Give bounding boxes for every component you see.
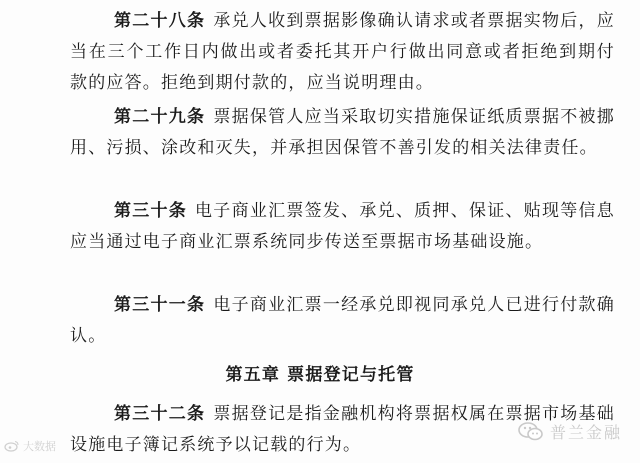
- article-29: [70, 102, 615, 164]
- wechat-icon: [518, 421, 544, 443]
- article-30: [70, 196, 615, 258]
- article-number: 第三十条: [114, 201, 188, 221]
- article-number: 第二十九条: [114, 107, 206, 127]
- chapter-heading: 第五章 票据登记与托管: [225, 365, 415, 385]
- article-text: 电子商业汇票一经承兑即视同承兑人已进行付款确认。: [70, 295, 615, 346]
- article-number: 第三十二条: [114, 404, 206, 424]
- watermark-right: [518, 420, 622, 443]
- weibo-icon: [4, 440, 20, 452]
- article-number: 第三十一条: [114, 295, 206, 315]
- article-31: [70, 290, 615, 352]
- watermark-left-text: 大数据: [23, 440, 56, 453]
- article-number: 第二十八条: [114, 11, 206, 31]
- watermark-left: [4, 438, 56, 454]
- article-text: 票据保管人应当采取切实措施保证纸质票据不被挪用、污损、涂改和灭失，并承担因保管不善引发的相关法律责任。: [70, 107, 615, 158]
- watermark-right-text: 普兰金融: [549, 423, 622, 442]
- article-text: 票据登记是指金融机构将票据权属在票据市场基础设施电子簿记系统予以记载的行为。: [70, 404, 615, 455]
- article-text: 承兑人收到票据影像确认请求或者票据实物后，应当在三个工作日内做出或者委托其开户行做出同意或者拒绝到期付款的应答。拒绝到期付款的，应当说明理由。: [70, 11, 615, 93]
- article-28: [70, 6, 615, 99]
- article-text: 电子商业汇票签发、承兑、质押、保证、贴现等信息应当通过电子商业汇票系统同步传送至票据市场基础设施。: [70, 201, 615, 252]
